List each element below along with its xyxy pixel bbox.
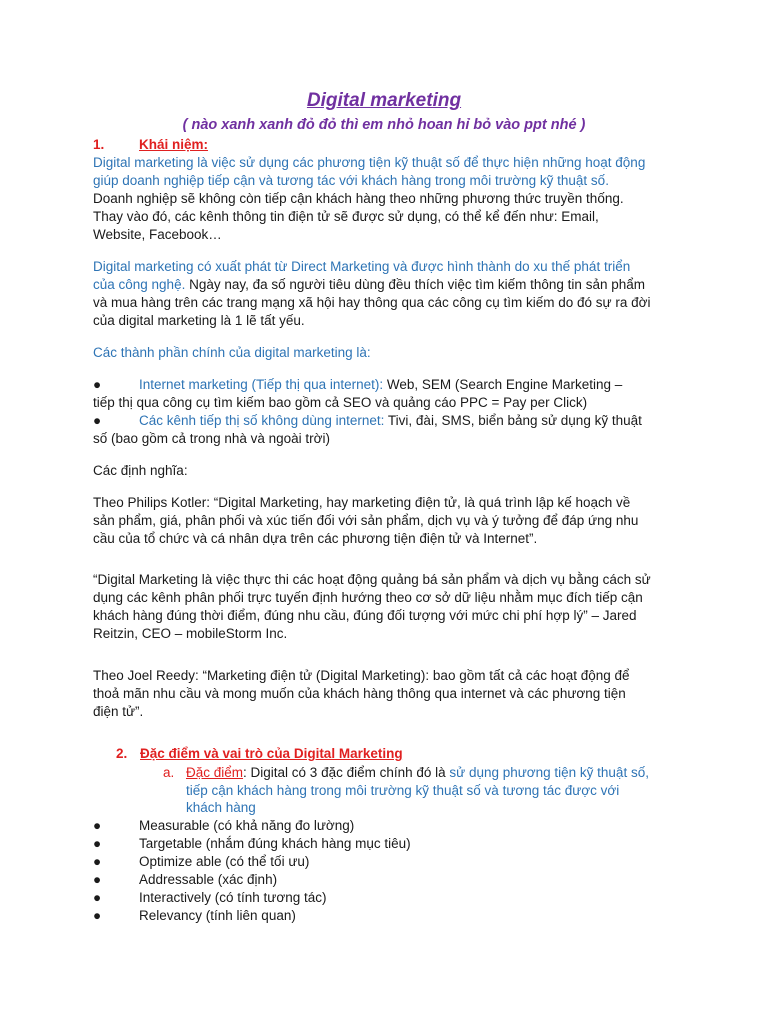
section-1-title: Khái niệm: — [139, 137, 209, 152]
feature-item: Measurable (có khả năng đo lường) — [139, 818, 355, 833]
subsection-a-text — [186, 764, 649, 782]
feature-bullet: ● — [93, 836, 102, 851]
def-3-line-2: thoả mãn nhu cầu và mong muốn của khách hàng thông qua internet và các phương tiện — [93, 686, 626, 701]
def-1-line-1: Theo Philips Kotler: “Digital Marketing, hay marketing điện tử, là quá trình lập kế hoạch về — [93, 495, 631, 510]
p1-line-1: Digital marketing là việc sử dụng các phương tiện kỹ thuật số để thực hiện những hoạt động — [93, 155, 646, 170]
def-2-line-4: Reitzin, CEO – mobileStorm Inc. — [93, 626, 288, 641]
p2-line-4: của digital marketing là 1 lẽ tất yếu. — [93, 313, 305, 328]
section-1-number: 1. — [93, 137, 105, 152]
subsection-a-heading: Đặc điểm — [186, 765, 244, 780]
p1-line-3: Doanh nghiệp sẽ không còn tiếp cận khách hàng theo những phương thức truyền thống. — [93, 191, 624, 206]
component-1-desc: Web, SEM (Search Engine Marketing – — [383, 377, 623, 392]
document-subtitle: ( nào xanh xanh đỏ đỏ thì em nhỏ hoan hỉ bỏ vào ppt nhé ) — [182, 117, 586, 133]
feature-bullet: ● — [93, 890, 102, 905]
subsection-a-blue-1: sử dụng phương tiện kỹ thuật số, — [449, 765, 649, 780]
feature-bullet: ● — [93, 908, 102, 923]
component-2-label: Các kênh tiếp thị số không dùng internet: — [139, 413, 385, 428]
feature-item: Addressable (xác định) — [139, 872, 278, 887]
section-2-heading — [116, 745, 403, 763]
def-2-line-1: “Digital Marketing là việc thực thi các hoạt động quảng bá sản phẩm và dịch vụ bằng cách sử — [93, 572, 651, 587]
component-2-bullet: ● — [93, 413, 102, 428]
component-1-label: Internet marketing (Tiếp thị qua internet): — [139, 377, 384, 392]
feature-item: Relevancy (tính liên quan) — [139, 908, 296, 923]
def-2-line-3: khách hàng đúng thời điểm, đúng nhu cầu, đúng đối tượng với mức chi phí hợp lý” – Jared — [93, 608, 637, 623]
p1-line-5: Website, Facebook… — [93, 227, 222, 242]
document-title: Digital marketing — [306, 90, 462, 111]
p1-line-4: Thay vào đó, các kênh thông tin điện tử sẽ được sử dụng, có thể kể đến như: Email, — [93, 209, 599, 224]
def-3-line-1: Theo Joel Reedy: “Marketing điện tử (Digital Marketing): bao gồm tất cả các hoạt động để — [93, 668, 630, 683]
component-2-desc: Tivi, đài, SMS, biển bảng sử dụng kỹ thuật — [384, 413, 642, 428]
component-2-line-2: số (bao gồm cả trong nhà và ngoài trời) — [93, 431, 330, 446]
section-1-heading — [93, 136, 209, 154]
feature-bullet: ● — [93, 818, 102, 833]
component-1-bullet: ● — [93, 377, 102, 392]
subsection-a-letter: a. — [163, 765, 175, 780]
section-2-number: 2. — [116, 746, 128, 761]
def-2-line-2: dụng các kênh phân phối trực tuyến định hướng theo cơ sở dữ liệu nhằm mục đích tiếp cận — [93, 590, 643, 605]
definitions-heading: Các định nghĩa: — [93, 463, 188, 478]
p2-line-2-blue: của công nghệ. — [93, 277, 186, 292]
def-3-line-3: điện tử”. — [93, 704, 144, 719]
def-1-line-2: sản phẩm, giá, phân phối và xúc tiến đối với sản phẩm, dịch vụ và ý tưởng để đáp ứng nhu — [93, 513, 639, 528]
p2-line-1: Digital marketing có xuất phát từ Direct Marketing và được hình thành do xu thế phát triển — [93, 259, 631, 274]
components-heading: Các thành phần chính của digital marketing là: — [93, 345, 371, 360]
feature-item: Optimize able (có thể tối ưu) — [139, 854, 310, 869]
subsection-a-intro: : Digital có 3 đặc điểm chính đó là — [243, 765, 450, 780]
p2-line-2 — [93, 276, 645, 294]
feature-bullet: ● — [93, 854, 102, 869]
component-1-line-1 — [139, 376, 622, 394]
p2-line-3: và mua hàng trên các trang mạng xã hội hay thông qua các công cụ tìm kiếm do đó sự ra đời — [93, 295, 651, 310]
feature-item: Targetable (nhắm đúng khách hàng mục tiêu) — [139, 836, 411, 851]
subsection-a-line-1 — [163, 764, 649, 782]
subsection-a-line-3: khách hàng — [186, 800, 256, 815]
component-1-line-2: tiếp thị qua công cụ tìm kiếm bao gồm cả SEO và quảng cáo PPC = Pay per Click) — [93, 395, 588, 410]
subsection-a-line-2: tiếp cận khách hàng trong môi trường kỹ thuật số và tương tác được với — [186, 783, 620, 798]
p1-line-2: giúp doanh nghiệp tiếp cận và tương tác với khách hàng trong môi trường kỹ thuật số. — [93, 173, 609, 188]
section-2-title: Đặc điểm và vai trò của Digital Marketing — [140, 746, 403, 761]
def-1-line-3: cầu của tổ chức và cá nhân dựa trên các phương tiện điện tử và Internet”. — [93, 531, 538, 546]
feature-item: Interactively (có tính tương tác) — [139, 890, 327, 905]
component-2-line-1 — [139, 412, 642, 430]
p2-line-2-black: Ngày nay, đa số người tiêu dùng đều thích việc tìm kiếm thông tin sản phẩm — [185, 277, 645, 292]
feature-bullet: ● — [93, 872, 102, 887]
